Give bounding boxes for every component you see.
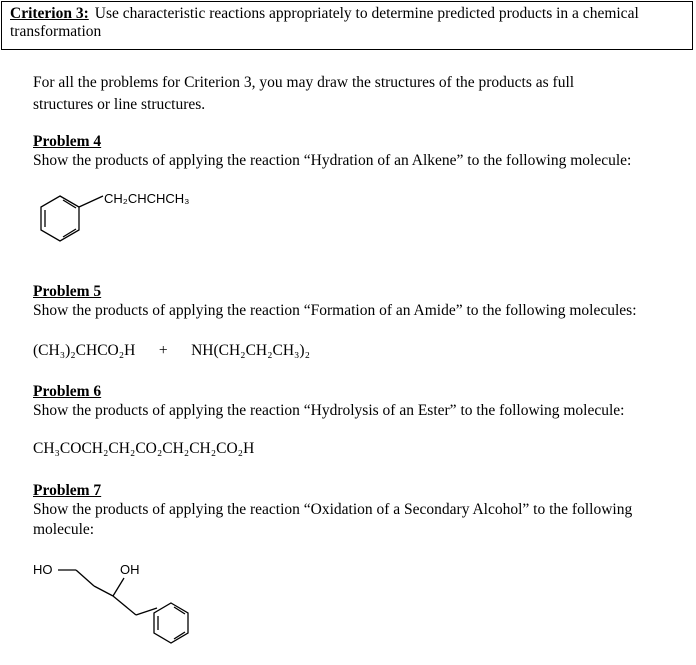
criterion-text: Use characteristic reactions appropriately to determine predicted products in a chemical transformation	[10, 5, 639, 40]
problem-7-structure	[28, 558, 248, 658]
ho-label: HO	[33, 562, 53, 577]
problem-text: Show the products of applying the reaction “Hydrolysis of an Ester” to the following molecule:	[33, 402, 625, 419]
problem-text: Show the products of applying the reaction “Hydration of an Alkene” to the following molecule:	[33, 152, 632, 169]
problem-5	[33, 283, 673, 321]
problem-title: Problem 6	[33, 383, 102, 400]
criterion-label: Criterion 3:	[10, 5, 89, 22]
reactant-2: NH(CH₂CH₂CH₃)₂	[191, 342, 310, 359]
problem-text: Show the products of applying the reaction “Formation of an Amide” to the following molecules:	[33, 302, 637, 319]
problem-text: Show the products of applying the reaction “Oxidation of a Secondary Alcohol” to the following molecule:	[33, 501, 633, 538]
intro-text: For all the problems for Criterion 3, you may draw the structures of the products as full structures or line structures.	[33, 74, 575, 113]
problem-6	[33, 383, 673, 421]
oh-label: OH	[120, 562, 140, 577]
problem-5-reactants	[33, 342, 673, 360]
problem-4-structure	[30, 186, 230, 256]
problem-7	[33, 482, 673, 540]
problem-4	[33, 133, 673, 171]
problem-title: Problem 4	[33, 133, 102, 150]
problem-title: Problem 7	[33, 482, 102, 499]
ch2chchch3-label: CH₂CHCHCH₃	[104, 191, 190, 206]
problem-6-formula: CH₃COCH₂CH₂CO₂CH₂CH₂CO₂H	[33, 440, 255, 457]
criterion-header	[1, 1, 693, 50]
problem-title: Problem 5	[33, 283, 102, 300]
reactant-1: (CH₃)₂CHCO₂H	[33, 342, 136, 359]
plus-sign: +	[158, 342, 168, 359]
